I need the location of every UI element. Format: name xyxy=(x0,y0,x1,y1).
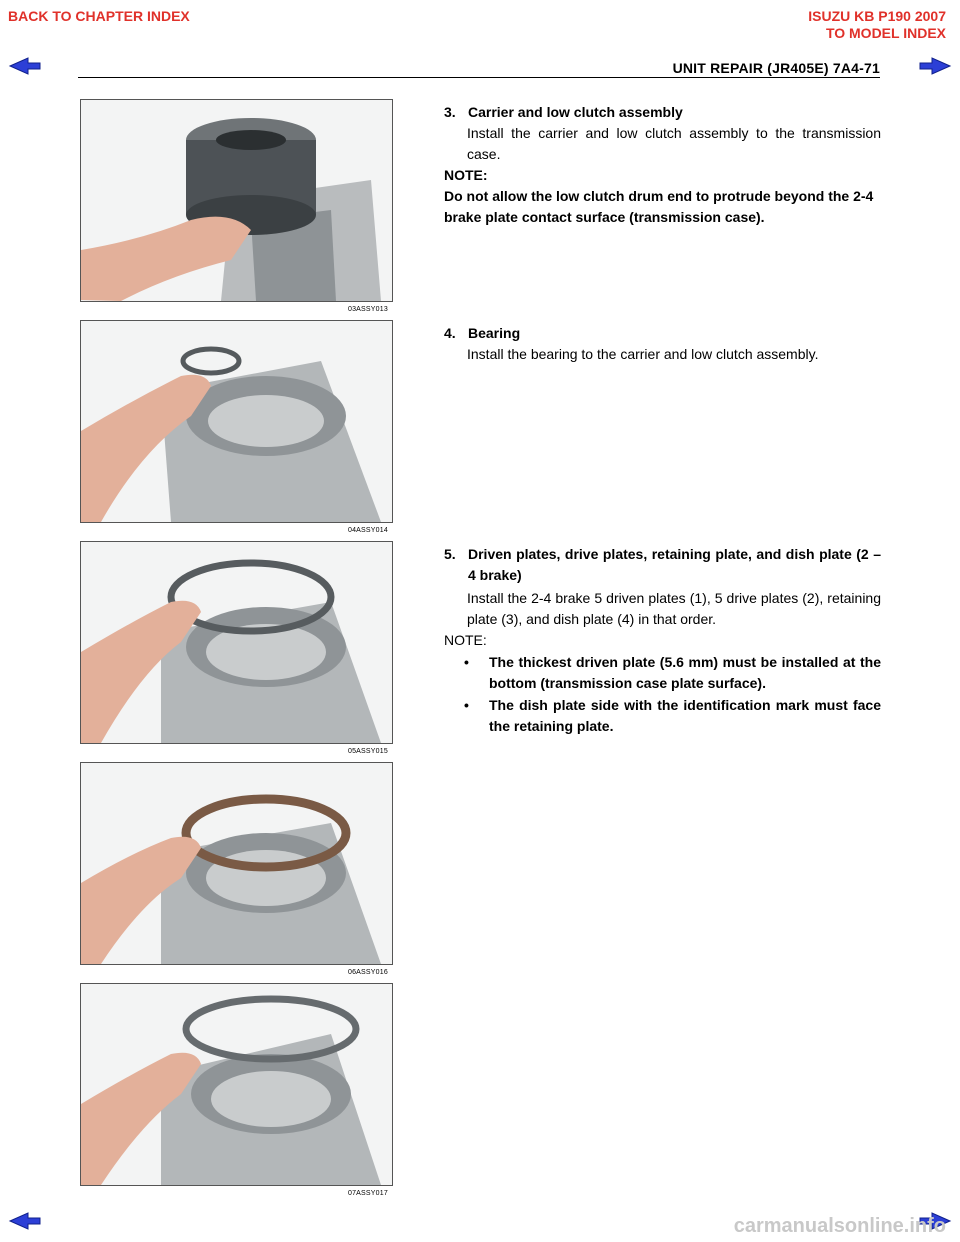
step-instruction: Install the bearing to the carrier and low clutch assembly. xyxy=(467,346,819,362)
step-number: 3. xyxy=(444,104,456,120)
note-text: Do not allow the low clutch drum end to protrude beyond the 2-4 brake plate contact surface (transmission case). xyxy=(444,188,874,225)
step-number: 5. xyxy=(444,546,456,562)
bullet-dot-icon: • xyxy=(464,654,469,670)
next-page-arrow-icon[interactable] xyxy=(918,57,952,75)
step-3-carrier-low-clutch xyxy=(444,102,881,228)
figure-caption: 05ASSY015 xyxy=(348,748,388,755)
back-to-chapter-index-link[interactable]: BACK TO CHAPTER INDEX xyxy=(8,8,190,24)
step-5-brake-plates xyxy=(444,544,881,737)
note-bullet: • The dish plate side with the identification mark must face the retaining plate. xyxy=(464,695,881,737)
figure-caption: 03ASSY013 xyxy=(348,306,388,313)
header-rule xyxy=(78,77,880,78)
step-instruction: Install the 2-4 brake 5 driven plates (1), 5 drive plates (2), retaining plate (3), and dish plate (4) in that order. xyxy=(467,590,881,627)
model-title-link[interactable]: ISUZU KB P190 2007 xyxy=(808,8,946,24)
note-label: NOTE: xyxy=(444,632,487,648)
previous-page-arrow-icon[interactable] xyxy=(8,57,42,75)
figure-carrier-low-clutch-photo xyxy=(80,99,393,302)
figure-caption: 06ASSY016 xyxy=(348,969,388,976)
figure-bearing-photo xyxy=(80,320,393,523)
figure-driven-plate-photo xyxy=(80,541,393,744)
page-header-title: UNIT REPAIR (JR405E) 7A4-71 xyxy=(672,60,880,76)
bullet-dot-icon: • xyxy=(464,697,469,713)
step-number: 4. xyxy=(444,325,456,341)
figure-drive-plate-photo xyxy=(80,762,393,965)
figure-retaining-plate-photo xyxy=(80,983,393,1186)
step-title: Bearing xyxy=(468,325,521,341)
previous-page-arrow-icon[interactable] xyxy=(8,1212,42,1230)
watermark: carmanualsonline.info xyxy=(733,1215,946,1237)
note-bullet: • The thickest driven plate (5.6 mm) must be installed at the bottom (transmission case plate surface). xyxy=(464,652,881,694)
step-title: Driven plates, drive plates, retaining plate, and dish plate (2 – 4 brake) xyxy=(468,546,881,583)
figure-caption: 07ASSY017 xyxy=(348,1190,388,1197)
note-label: NOTE: xyxy=(444,167,488,183)
figure-caption: 04ASSY014 xyxy=(348,527,388,534)
to-model-index-link[interactable]: TO MODEL INDEX xyxy=(825,25,946,41)
step-instruction: Install the carrier and low clutch assembly to the transmission case. xyxy=(467,125,881,162)
step-title: Carrier and low clutch assembly xyxy=(468,104,683,120)
step-4-bearing xyxy=(444,323,881,365)
